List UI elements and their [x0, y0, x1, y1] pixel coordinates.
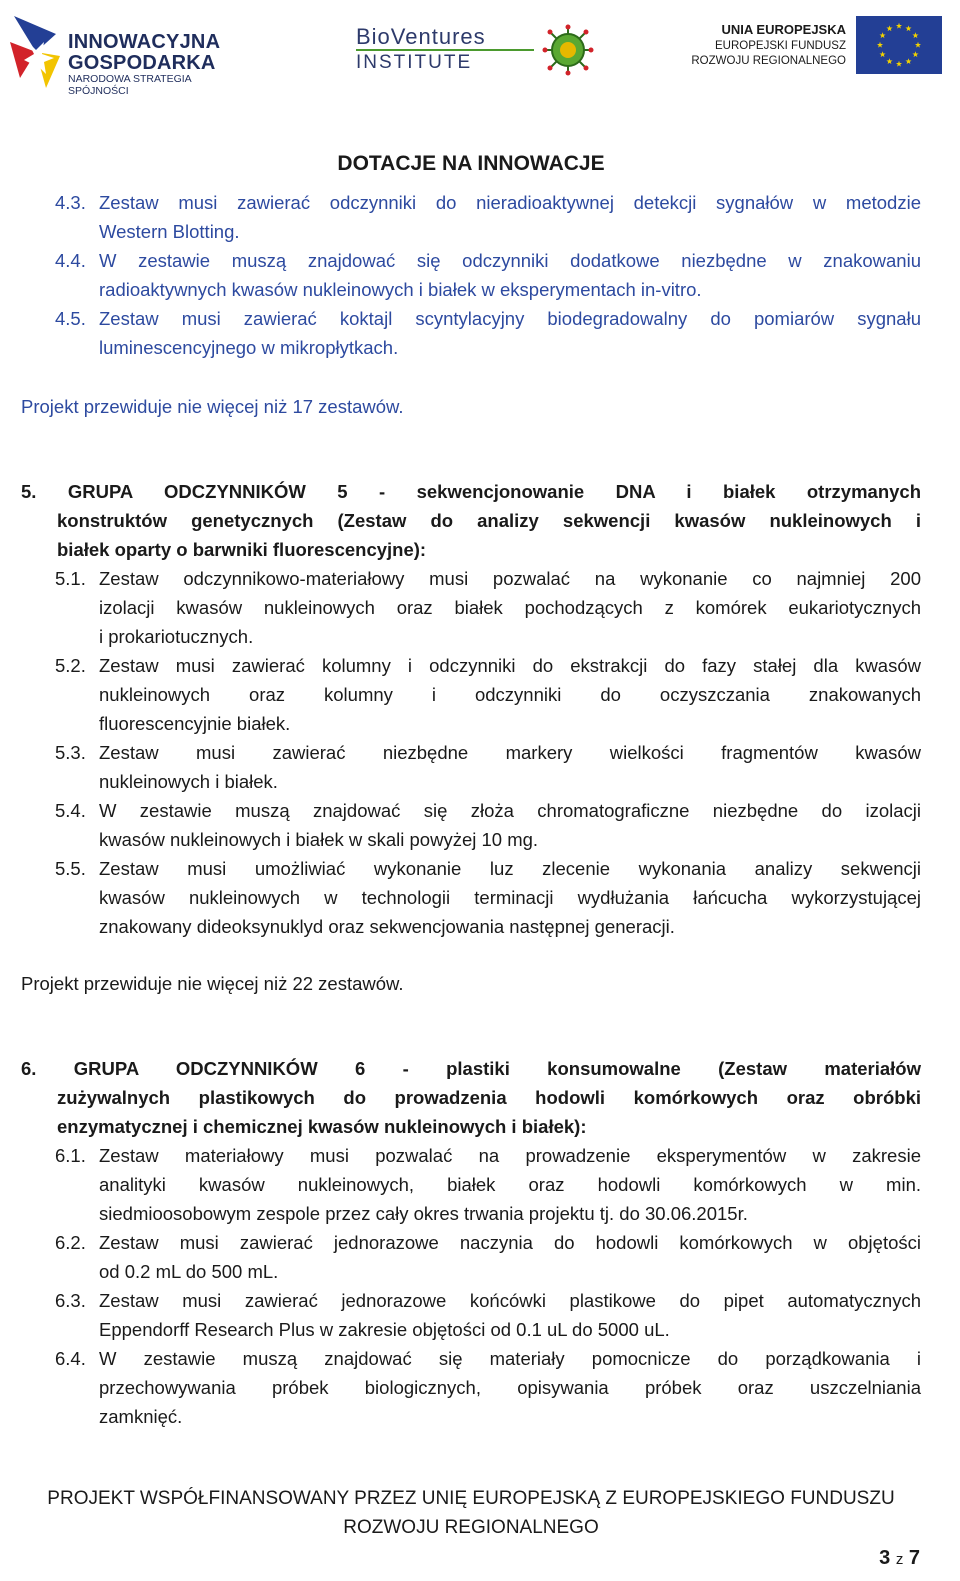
item-number: 6.2.: [55, 1232, 86, 1253]
page-current: 3: [879, 1547, 891, 1569]
unia-europejska-logo: [690, 12, 946, 78]
item-text-line: Zestaw musi umożliwiać wykonanie luz zlecenie wykonania analizy sekwencji: [99, 858, 921, 879]
section5-note: Projekt przewiduje nie więcej niż 22 zestawów.: [21, 973, 404, 994]
item-number: 6.4.: [55, 1348, 86, 1369]
section6-heading-line: zużywalnych plastikowych do prowadzenia hodowli komórkowych oraz obróbki: [57, 1087, 921, 1108]
section6-heading-line: 6. GRUPA ODCZYNNIKÓW 6 - plastiki konsumowalne (Zestaw materiałów: [21, 1058, 921, 1079]
page-total: 7: [908, 1547, 920, 1569]
item-text-line: Zestaw odczynnikowo-materiałowy musi pozwalać na wykonanie co najmniej 200: [99, 568, 921, 589]
bv-line1: BioVentures: [356, 24, 486, 49]
item-text-line: luminescencyjnego w mikropłytkach.: [99, 337, 399, 358]
item-text-line: Eppendorff Research Plus w zakresie objętości od 0.1 uL do 5000 uL.: [99, 1319, 670, 1340]
item-text-line: zamknięć.: [99, 1406, 183, 1427]
virus-icon: [542, 24, 594, 76]
item-text-line: Zestaw musi zawierać niezbędne markery wielkości fragmentów kwasów: [99, 742, 921, 763]
item-number: 5.1.: [55, 568, 86, 589]
ig-line3: NARODOWA STRATEGIA SPÓJNOŚCI: [68, 73, 192, 97]
innowacyjna-gospodarka-logo: [6, 12, 246, 97]
item-text-line: Western Blotting.: [99, 221, 240, 242]
item-text-line: znakowany dideoksynuklyd oraz sekwencjowania następnej generacji.: [99, 916, 675, 937]
item-text-line: siedmioosobowym zespole przez cały okres trwania projektu tj. do 30.06.2015r.: [99, 1203, 748, 1224]
section5-heading-line: konstruktów genetycznych (Zestaw do analizy sekwencji kwasów nukleinowych i: [57, 510, 921, 531]
ig-line1: INNOWACYJNA: [68, 31, 221, 53]
ig-emblem-icon: [6, 12, 64, 92]
item-text-line: od 0.2 mL do 500 mL.: [99, 1261, 279, 1282]
section5-heading-line: białek oparty o barwniki fluorescencyjne):: [57, 539, 427, 560]
bioventures-logo: [350, 18, 600, 84]
item-text-line: W zestawie muszą znajdować się materiały pomocnicze do porządkowania i: [99, 1348, 921, 1369]
eu-flag-icon: [856, 16, 942, 74]
item-number: 5.2.: [55, 655, 86, 676]
item-number: 6.1.: [55, 1145, 86, 1166]
item-number: 5.3.: [55, 742, 86, 763]
item-number: 5.4.: [55, 800, 86, 821]
section5-heading-line: 5. GRUPA ODCZYNNIKÓW 5 - sekwencjonowanie DNA i białek otrzymanych: [21, 481, 921, 502]
ue-line2: EUROPEJSKI FUNDUSZ: [715, 40, 846, 52]
item-text-line: radioaktywnych kwasów nukleinowych i białek w eksperymentach in-vitro.: [99, 279, 702, 300]
ig-line2: GOSPODARKA: [68, 52, 216, 74]
item-text-line: i prokariotucznych.: [99, 626, 254, 647]
item-number: 4.3.: [55, 192, 86, 213]
item-text-line: Zestaw musi zawierać koktajl scyntylacyjny biodegradowalny do pomiarów sygnału: [99, 308, 921, 329]
item-text-line: W zestawie muszą znajdować się złoża chromatograficzne niezbędne do izolacji: [99, 800, 921, 821]
item-text-line: nukleinowych i białek.: [99, 771, 278, 792]
page-separator: z: [895, 1551, 904, 1568]
item-text-line: izolacji kwasów nukleinowych oraz białek pochodzących z komórek eukariotycznych: [99, 597, 921, 618]
section4-note: Projekt przewiduje nie więcej niż 17 zestawów.: [21, 396, 404, 417]
bv-line2: INSTITUTE: [356, 52, 473, 73]
item-number: 6.3.: [55, 1290, 86, 1311]
item-text-line: kwasów nukleinowych w technologii terminacji wydłużania łańcucha wykorzystującej: [99, 887, 921, 908]
item-number: 4.4.: [55, 250, 86, 271]
section6-heading-line: enzymatycznej i chemicznej kwasów nukleinowych i białek):: [57, 1116, 587, 1137]
item-text-line: Zestaw materiałowy musi pozwalać na prowadzenie eksperymentów w zakresie: [99, 1145, 921, 1166]
ue-line1: UNIA EUROPEJSKA: [721, 22, 846, 37]
item-text-line: przechowywania próbek biologicznych, opisywania próbek oraz uszczelniania: [99, 1377, 921, 1398]
item-text-line: Zestaw musi zawierać jednorazowe naczynia do hodowli komórkowych w objętości: [99, 1232, 921, 1253]
bv-divider: [356, 49, 534, 51]
page-number: [879, 1547, 920, 1570]
footer-line1: PROJEKT WSPÓŁFINANSOWANY PRZEZ UNIĘ EUROPEJSKĄ Z EUROPEJSKIEGO FUNDUSZU: [47, 1488, 895, 1509]
item-number: 5.5.: [55, 858, 86, 879]
item-text-line: W zestawie muszą znajdować się odczynniki dodatkowe niezbędne w znakowaniu: [99, 250, 921, 271]
item-text-line: Zestaw musi zawierać odczynniki do nieradioaktywnej detekcji sygnałów w metodzie: [99, 192, 921, 213]
page-header: [0, 0, 960, 110]
item-text-line: analityki kwasów nukleinowych, białek oraz hodowli komórkowych w min.: [99, 1174, 921, 1195]
ue-line3: ROZWOJU REGIONALNEGO: [691, 55, 846, 67]
item-text-line: nukleinowych oraz kolumny i odczynniki do oczyszczania znakowanych: [99, 684, 921, 705]
document-title: DOTACJE NA INNOWACJE: [337, 152, 605, 175]
item-text-line: fluorescencyjnie białek.: [99, 713, 291, 734]
item-number: 4.5.: [55, 308, 86, 329]
item-text-line: Zestaw musi zawierać kolumny i odczynniki do ekstrakcji do fazy stałej dla kwasów: [99, 655, 921, 676]
footer-line2: ROZWOJU REGIONALNEGO: [343, 1517, 599, 1538]
item-text-line: kwasów nukleinowych i białek w skali powyżej 10 mg.: [99, 829, 539, 850]
item-text-line: Zestaw musi zawierać jednorazowe końcówki plastikowe do pipet automatycznych: [99, 1290, 921, 1311]
